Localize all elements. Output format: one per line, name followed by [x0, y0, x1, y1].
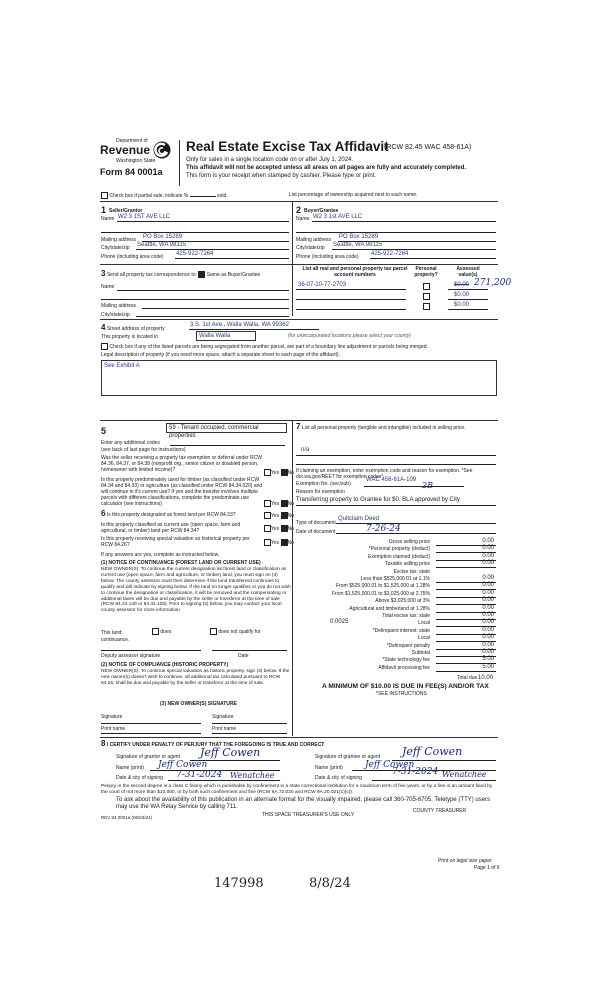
segregation-row — [101, 343, 428, 350]
tax-row — [296, 665, 498, 672]
grantor-city-field[interactable]: Wenatchee — [230, 771, 275, 780]
deputy-signature-label: Deputy assessor signature — [101, 653, 161, 659]
section3-number: 3 — [101, 269, 106, 278]
parcel-list-header: List all real and personal property tax parcel account numbers — [302, 266, 408, 278]
yes-label: Yes — [271, 512, 280, 519]
list-pct-note: List percentage of ownership acquired next to each name. — [289, 192, 418, 198]
county-treasurer-label: COUNTY TREASURER — [413, 808, 467, 814]
owner-signature-label-2: Signature — [212, 714, 234, 720]
q2-no-checkbox[interactable] — [281, 500, 288, 507]
grantor-name-label: Name (print) — [116, 765, 144, 771]
seller-number: 1 — [101, 205, 107, 215]
no-label: No — [287, 539, 294, 546]
segregation-checkbox[interactable] — [101, 343, 108, 350]
tax-row-value[interactable]: 0.00 — [482, 582, 494, 589]
grantee-name-field[interactable]: Jeff Cowen — [365, 760, 415, 770]
if-yes-note: If any answers are yes, complete as instructed below. — [101, 552, 220, 558]
exemption-no-label: Exemption No. (sec/sub) — [296, 481, 351, 487]
tax-row — [296, 576, 498, 583]
additional-codes-label: Enter any additional codes — [101, 440, 160, 446]
no-label: No — [287, 525, 294, 532]
section7-text: List all personal property (tangible and intangible) included in selling price. — [301, 425, 466, 431]
section3-name-label: Name — [101, 284, 115, 290]
q1-yes-checkbox[interactable] — [264, 469, 271, 476]
tax-row-value[interactable]: 0.00 — [482, 545, 494, 552]
segregation-label: Check box if any of the listed parcels are being segregated from another parcel, are part of a boundary line adjustment or parcels being merged. — [109, 343, 428, 350]
alt-format-text: To ask about the availability of this publication in an alternate format for the visually impaired, please call 360-705-6705. Teletype (TTY) users may use the WA Relay Service by calling 711. — [116, 797, 491, 810]
tax-row-label: Excise tax: state — [393, 568, 430, 575]
exemption-text: If claiming an exemption, enter exemption code and reason for exemption. *See dor.wa.gov/REET for exemption codes* — [296, 468, 473, 480]
tax-row-label: From $525,000.01 to $1,525,000 at 1.28% — [336, 583, 430, 590]
tax-row-value[interactable]: 0.00 — [482, 552, 494, 559]
section6-q1-row — [101, 511, 236, 518]
dept-state: Washington State — [116, 158, 156, 164]
no-label: No — [287, 500, 294, 507]
tax-row-value[interactable]: 0.00 — [482, 612, 494, 618]
tax-row-value[interactable]: 0.00 — [482, 641, 494, 648]
tax-row-label: Affidavit processing fee — [378, 664, 430, 671]
tax-row — [296, 569, 498, 576]
located-label: This property is located in — [101, 334, 158, 340]
section3-city-label: City/state/zip — [101, 312, 130, 318]
form-revision: REV 84 0001a (06/03/24) — [101, 815, 153, 820]
s6q2-no-checkbox[interactable] — [281, 525, 288, 532]
header-note-2: This affidavit will not be accepted unless all areas on all pages are fully and accurately completed. — [186, 165, 467, 171]
notice2-title: (2) NOTICE OF COMPLIANCE (HISTORIC PROPERTY) — [101, 662, 229, 668]
tax-row-value[interactable]: 0.00 — [482, 604, 494, 611]
buyer-city-field[interactable]: Seattle, WA 98115 — [333, 242, 383, 248]
section5-q2-answer — [264, 500, 294, 507]
tax-row-label: *State technology fee — [382, 657, 430, 664]
tax-row-label: Agricultural and timberland at 1.28% — [349, 605, 430, 612]
tax-row — [296, 561, 498, 568]
doc-type-label: Type of document — [296, 520, 336, 526]
grantee-sig-label: Signature of grantee or agent — [315, 754, 381, 760]
tax-row-label: Total excise tax: state — [382, 613, 430, 619]
tax-row-label: Less than $525,000.01 at 1.1% — [360, 576, 430, 582]
owner-print-label-1: Print name — [101, 726, 126, 732]
tax-row — [296, 628, 498, 635]
s6q2-yes-checkbox[interactable] — [264, 525, 271, 532]
partial-sale-checkbox[interactable] — [101, 192, 108, 199]
does-option — [152, 628, 171, 635]
section3-mail-label: Mailing address — [101, 303, 137, 309]
partial-sold-label: sold. — [217, 192, 228, 199]
tax-row-value[interactable]: 0.00 — [482, 589, 494, 596]
grantee-date-field[interactable]: 7-31-2024 — [392, 767, 439, 777]
legal-label: Legal description of property (if you need more space, attach a separate sheet to each page of the affidavit). — [101, 352, 340, 358]
tax-row-value[interactable]: 0.00 — [482, 538, 494, 544]
section4-number: 4 — [101, 323, 106, 332]
additional-codes-note: (see back of last page for instructions) — [101, 447, 186, 453]
revenue-swirl-icon — [152, 140, 172, 160]
grantor-date-label: Date & city of signing — [116, 775, 163, 781]
grantee-signature[interactable]: Jeff Cowen — [402, 745, 463, 758]
tax-row — [296, 591, 498, 598]
does-qualify-checkbox[interactable] — [152, 628, 159, 635]
grantee-name-label: Name (print) — [315, 765, 343, 771]
not-qualify-checkbox[interactable] — [210, 628, 217, 635]
partial-sale-row — [101, 192, 228, 199]
tax-row-value[interactable]: 0.00 — [482, 560, 494, 567]
treasurer-use-label: THIS SPACE TREASURER'S USE ONLY — [262, 812, 355, 818]
legal-description-field[interactable] — [101, 360, 497, 396]
page-number: Page 1 of 6 — [474, 865, 500, 871]
tax-row-value[interactable]: 0.00 — [482, 619, 494, 626]
section6-number: 6 — [101, 509, 106, 518]
personal-property-checkbox-3[interactable] — [423, 303, 430, 310]
buyer-city-label: City/state/zip — [296, 245, 325, 251]
street-label: Street address of property — [106, 326, 165, 332]
form-statute: (RCW 82.45 WAC 458-61A) — [384, 144, 472, 151]
q2-yes-checkbox[interactable] — [264, 500, 271, 507]
deputy-date-label: Date — [238, 653, 249, 659]
minimum-note: A MINIMUM OF $10.00 IS DUE IN FEE(S) AND/OR TAX — [322, 683, 489, 690]
section3-text: Send all property tax correspondence to: — [106, 272, 197, 278]
owner-print-label-2: Print name — [212, 726, 237, 732]
reason-label: Reason for exemption — [296, 489, 345, 495]
partial-sale-label: Check box if partial sale, indicate % — [109, 192, 189, 199]
tax-row — [296, 613, 498, 620]
notice1-title: (1) NOTICE OF CONTINUANCE (FOREST LAND OR CURRENT USE) — [101, 560, 261, 566]
seller-city-label: City/state/zip — [101, 245, 130, 251]
grantee-date-label: Date & city of signing — [315, 775, 362, 781]
personal-property-field[interactable]: n/a — [301, 447, 310, 453]
local-rate: 0.0025 — [330, 619, 349, 626]
section3-row — [101, 271, 260, 278]
buyer-mail-label: Mailing address — [296, 237, 332, 243]
tax-row-label: Exemption claimed (deduct) — [368, 553, 430, 560]
perjury-text: Perjury in the second degree is a class C felony which is punishable by confinement in a state correctional institution for a maximum term of five years, or by a fine in an amount fixed by the court of not more than $10,000, or by both such confinement and fine (RCW 9A.72.030 and RCW 9A.20.021(1)(c)). — [101, 784, 493, 795]
doc-date-field[interactable]: 7-26-24 — [366, 524, 401, 534]
property-type-select[interactable]: 59 - Tenant occupied, commercial properties — [166, 423, 287, 433]
tax-row — [296, 635, 498, 642]
section5-q2: Is this property predominately used for timber (as classified under RCW 84.34 and 84.33) or agriculture (as classified under RCW 84.34.020) and will continue in it's current use? If yes and the transfer involves multiple parcels with different classifications, complete the predominate use calculator (see instructions) — [101, 477, 263, 507]
yes-label: Yes — [271, 539, 280, 546]
revenue-logo — [100, 136, 180, 188]
section5-q1: Was the seller receiving a property tax exemption or deferral under RCW 84.36, 84.37, or 84.38 (nonprofit org., senior citizen or disabled person, homeowner with limited income)? — [101, 455, 262, 473]
tax-row — [296, 650, 498, 657]
tax-row — [296, 583, 498, 590]
section6-q3-answer — [264, 539, 294, 546]
reason-field[interactable]: Transferring property to Grantee for $0. BLA approved by City — [296, 497, 460, 503]
buyer-name-field[interactable]: W2 3 1st AVE LLC — [313, 214, 363, 220]
dept-revenue: Revenue — [100, 143, 151, 157]
yes-label: Yes — [271, 525, 280, 532]
section8-number: 8 — [101, 739, 106, 748]
parcel-value-1-handwritten: 271,200 — [474, 278, 512, 288]
section7-text-row — [296, 424, 496, 431]
parcel-assessed-header: Assessed value(s) — [456, 266, 480, 278]
tax-row — [296, 539, 498, 546]
street-row — [101, 325, 165, 332]
grantor-sig-label: Signature of grantor or agent — [116, 754, 180, 760]
parcel-value-2[interactable]: $0.00 — [454, 292, 470, 298]
form-title: Real Estate Excise Tax Affidavit — [186, 139, 389, 154]
tax-row-value[interactable]: 0.00 — [482, 597, 494, 604]
section6-q1-answer — [264, 512, 294, 519]
tax-row — [296, 620, 498, 627]
located-note: (for unincorporated locations please select your county) — [288, 333, 411, 339]
tax-row-value[interactable]: 0.00 — [482, 626, 494, 633]
exemption-no-field[interactable]: WAC 458-61A-109 — [366, 477, 417, 483]
exemption-handwritten: 2B — [422, 481, 433, 490]
parcel-personal-header: Personal property? — [414, 266, 438, 278]
recording-number: 147998 — [214, 876, 264, 891]
continuance-label: continuance. — [101, 637, 130, 643]
s6q3-yes-checkbox[interactable] — [264, 539, 271, 546]
header-note-3: This form is your receipt when stamped by cashier. Please type or print. — [186, 173, 377, 179]
grantee-city-field[interactable]: Wenatchee — [442, 770, 487, 779]
located-select[interactable]: Walla Walla — [196, 331, 256, 341]
buyer-number: 2 — [296, 205, 302, 215]
recording-date: 8/8/24 — [309, 876, 351, 891]
buyer-name-label: Name — [296, 216, 310, 222]
tax-row-label: Above $3,025,000 at 3% — [375, 598, 430, 605]
tax-row-value[interactable]: 0.00 — [482, 634, 494, 641]
tax-row — [296, 643, 498, 650]
not-qualify-label: does not qualify for — [218, 628, 261, 635]
notice2-text: NEW OWNER(S): To continue special valuation as historic property, sign (3) below. If the new owner(s) doesn't wish to continue, all additional tax calculated pursuant to RCW 84.26, shall be due and payable by the seller or transferor at the time of sale. — [101, 669, 290, 686]
total-due-value: 10.00 — [478, 675, 494, 681]
tax-row — [296, 554, 498, 561]
personal-property-checkbox-2[interactable] — [423, 293, 430, 300]
seller-phone-field[interactable]: 425-922-7264 — [176, 251, 214, 257]
s6q1-no-checkbox[interactable] — [281, 512, 288, 519]
doc-date-label: Date of document — [296, 529, 336, 535]
seller-heading: Seller/Grantor — [109, 208, 143, 214]
parcel-value-3[interactable]: $0.00 — [454, 302, 470, 308]
legal-description-value: See Exhibit A — [104, 363, 140, 369]
seller-phone-label: Phone (including area code) — [101, 254, 164, 260]
parcel-value-1[interactable]: $0.00 — [454, 282, 470, 288]
seller-mail-field[interactable]: PO Box 15289 — [143, 234, 183, 240]
buyer-phone-field[interactable]: 425-922-7264 — [371, 251, 409, 257]
section6-q2-answer — [264, 525, 294, 532]
section6-q1: Is this property designated as forest land per RCW 84.33? — [106, 512, 236, 518]
tax-row — [296, 598, 498, 605]
doc-type-field[interactable]: Quitclaim Deed — [338, 516, 380, 522]
tax-row-label: Local — [418, 620, 430, 627]
seller-name-field[interactable]: W2 3 1ST AVE LLC — [118, 214, 171, 220]
form-number: Form 84 0001a — [100, 167, 163, 177]
total-due-label: Total due — [457, 675, 478, 681]
tax-row-label: Gross selling price — [388, 539, 430, 545]
certify-text: I CERTIFY UNDER PENALTY OF PERJURY THAT THE FOREGOING IS TRUE AND CORRECT — [106, 742, 325, 748]
tax-row-label: Local — [418, 635, 430, 642]
section5-number: 5 — [101, 426, 107, 436]
header-note-1: Only for sales in a single location code on or after July 1, 2024. — [186, 157, 354, 163]
not-qualify-option — [210, 628, 261, 635]
seller-mail-label: Mailing address — [101, 237, 137, 243]
seller-name-label: Name — [101, 216, 115, 222]
yes-label: Yes — [271, 500, 280, 507]
grantor-signature[interactable]: Jeff Cowen — [200, 746, 261, 759]
street-field[interactable]: 3 S. 1st Ave., Walla Walla, WA 99362 — [190, 322, 289, 328]
grantor-name-field[interactable]: Jeff Cowen — [158, 760, 208, 770]
q1-no-checkbox[interactable] — [281, 469, 288, 476]
does-label: does — [160, 628, 172, 635]
seller-city-field[interactable]: Seattle, WA 98115 — [137, 242, 187, 248]
tax-row-label: *Delinquent penalty — [386, 642, 430, 649]
tax-row-label: Taxable selling price — [384, 561, 430, 568]
yes-label: Yes — [271, 469, 280, 476]
see-instructions-note: *SEE INSTRUCTIONS — [376, 691, 427, 697]
legal-paper-note: Print on legal size paper. — [438, 858, 493, 864]
tax-row-value[interactable]: 0.00 — [482, 649, 494, 655]
tax-row-label: *Personal property (deduct) — [368, 546, 430, 553]
tax-row-label: From $1,525,000.01 to $3,025,000 at 2.75% — [331, 590, 430, 597]
tax-row — [296, 657, 498, 664]
owner-signature-label-1: Signature — [101, 714, 123, 720]
s6q3-no-checkbox[interactable] — [281, 539, 288, 546]
section6-q2: Is this property classified as current use (open space, farm and agricultural, or timber) land per RCW 84.34? — [101, 522, 241, 534]
buyer-phone-label: Phone (including area code) — [296, 254, 359, 260]
s6q1-yes-checkbox[interactable] — [264, 512, 271, 519]
no-label: No — [287, 469, 294, 476]
no-label: No — [287, 512, 294, 519]
section7-number: 7 — [296, 422, 301, 431]
parcel-account-1[interactable]: 36-07-20-77-2703 — [298, 282, 347, 288]
tax-row — [296, 546, 498, 553]
tax-row — [296, 606, 498, 613]
notice3-title: (3) NEW OWNER(S) SIGNATURE — [160, 701, 237, 707]
tax-row-value[interactable]: 5.00 — [482, 663, 494, 670]
notice1-text: NEW OWNER(S): To continue the current designation as forest land or classification as current use (open space, farm and agriculture, or timber) land, you must sign on (3) below. The county assessor must then determine if the land transferred continues to qualify and will indicate by signing below. If the land no longer qualifies or you do not wish to continue the designation or classification, it will be removed and the compensating or additional taxes will be due and payable by the seller or transferor at the time of sale (RCW 84.33.140 or 84.34.108). Prior to signing (3) below, you may contact your local county assessor for more information. — [101, 567, 291, 614]
section6-q3: Is this property receiving special valuation as historical property per RCW 84.26? — [101, 536, 250, 548]
dept-line1: Department of — [116, 138, 148, 144]
section5-q1-answer — [264, 469, 294, 476]
tax-row-value[interactable]: 0.00 — [482, 575, 494, 581]
tax-row-label: Subtotal — [411, 650, 430, 656]
same-as-buyer-checkbox[interactable] — [198, 271, 205, 278]
tax-row-label: *Delinquent interest: state — [372, 627, 430, 634]
same-as-buyer-label: Same as Buyer/Grantee — [206, 272, 261, 278]
buyer-heading: Buyer/Grantee — [304, 208, 339, 214]
tax-row-value[interactable]: 5.00 — [482, 656, 494, 663]
this-land-label: This land: — [101, 630, 123, 636]
grantor-date-field[interactable]: 7-31-2024 — [176, 770, 223, 780]
personal-property-checkbox-1[interactable] — [423, 283, 430, 290]
buyer-mail-field[interactable]: PO Box 15289 — [339, 234, 379, 240]
